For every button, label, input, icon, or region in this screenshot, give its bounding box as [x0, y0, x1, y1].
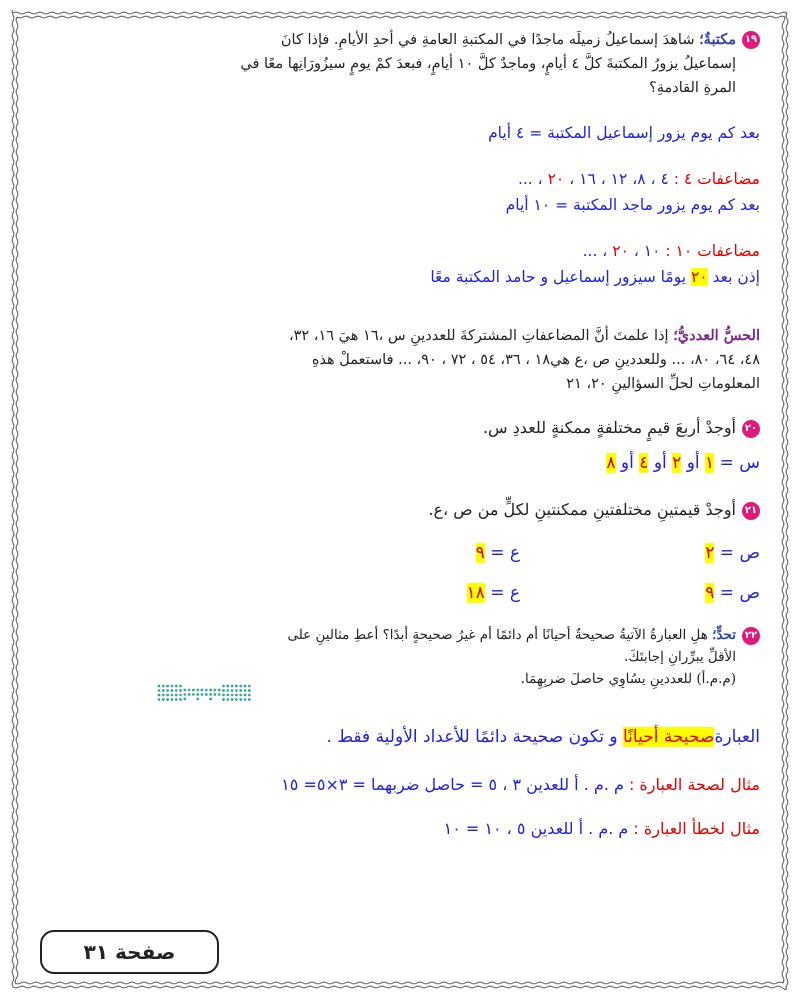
example-body: م .م . أ للعدين ٣ ، ٥ = حاصل ضربهما = ٣×٥= ١٥ [281, 775, 624, 794]
example-false [40, 816, 760, 842]
question-keyword: تحدٍّ؛ [712, 627, 736, 643]
question-text: أوجدْ قيمتينِ مختلفتينِ ممكنتينِ لكلٍّ من ص ،ع. [428, 500, 736, 519]
answer-line: بعد كم يوم يزور ماجد المكتبة = ١٠ أيام [505, 196, 760, 214]
answer-label: س = [719, 453, 760, 473]
question-statement: (م.م.أ) للعددينِ يسُاوِي حاصلَ ضربِهِمَا. [520, 671, 736, 687]
q20-answer [40, 450, 760, 476]
ain-answer: ع = ٩ [475, 543, 520, 563]
answer-highlight: صحيحة أحيانًا [622, 727, 715, 747]
section-text: إذا علمتَ أنَّ المضاعفاتِ المشتركةَ للعددينِ س ،١٦ هيَ ١٦، ٣٢، [288, 328, 669, 344]
question-text: المرةِ القادمةِ؟ [649, 80, 736, 96]
common-multiple: ٢٠ [547, 170, 565, 188]
example-label: مثال لخطأ العبارة : [633, 819, 760, 838]
conclusion-answer: ٢٠ [690, 268, 708, 286]
question-number: ٢١ [742, 502, 760, 520]
section-text: المعلوماتِ لحلِّ السؤالينِ ٢٠، ٢١ [566, 376, 760, 392]
conclusion-line [40, 264, 760, 290]
example-body: م .م . أ للعدين ٥ ، ١٠ = ١٠ [443, 819, 629, 838]
multiples-4 [40, 166, 760, 192]
answer-value: ٨ [606, 453, 616, 473]
answer-text: و تكون صحيحة دائمًا للأعداد الأولية فقط . [326, 727, 618, 747]
answer-value: ٤ [639, 453, 649, 473]
question-text: الأقلِّ يبرِّرانِ إجابتَكَ. [624, 649, 736, 665]
multiples-tail: ، ... [517, 170, 543, 188]
or-word: أو [620, 453, 634, 473]
question-22 [40, 624, 760, 690]
answer-text: العبارة [714, 727, 760, 747]
conclusion-text: يومًا سيزور إسماعيل و حامد المكتبة معًا [430, 268, 687, 286]
question-19 [40, 28, 760, 100]
question-number: ١٩ [742, 31, 760, 49]
multiples-values: ٤ ، ٨، ١٢ ، ١٦ ، [569, 170, 669, 188]
q22-answer [40, 724, 760, 750]
question-20 [40, 416, 760, 440]
multiples-10 [40, 238, 760, 264]
question-text: شاهدَ إسماعيلُ زميلَه ماجدًا في المكتبةِ العامةِ في أحدِ الأيامِ. فإذا كانَ [280, 32, 695, 48]
question-text: إسماعيلُ يزورُ المكتبةَ كلَّ ٤ أيامٍ، وماجدٌ كلَّ ١٠ أيامٍ، فبعدَ كمْ يومٍ سيزُورَانِها معًا في [240, 56, 736, 72]
question-keyword: مكتبةٌ؛ [699, 31, 736, 48]
question-text: أوجدْ أربعَ قيمٍ مختلفةٍ ممكنةٍ للعددِ س. [482, 418, 736, 437]
multiples-label: مضاعفات ٤ : [673, 170, 760, 188]
ministry-logo-icon [155, 682, 255, 708]
or-word: أو [653, 453, 667, 473]
page-number-box: صفحة ٣١ [40, 930, 219, 974]
example-label: مثال لصحة العبارة : [628, 775, 760, 794]
section-text: ٤٨، ٦٤، ٨٠، ... وللعددينِ ص ،ع هي١٨ ، ٣٦، ٥٤ ، ٧٢ ، ٩٠، ... فاستعملْ هذهِ [311, 352, 760, 368]
number-sense-section [40, 324, 760, 396]
question-number: ٢٠ [742, 420, 760, 438]
multiples-label: مضاعفات ١٠ : [665, 242, 760, 260]
multiples-values: ١٠ ، [633, 242, 661, 260]
answer-value: ٢ [672, 453, 682, 473]
example-true [40, 772, 760, 798]
question-text: هلِ العبارةُ الآتيةُ صحيحةٌ أحيانًا أم دائمًا أم غيرُ صحيحةٍ أبدًا؟ أعطِ مثالينِ على [287, 627, 708, 643]
answer-line: بعد كم يوم يزور إسماعيل المكتبة = ٤ أيام [488, 124, 760, 142]
conclusion-text: إذن بعد [712, 268, 760, 286]
sad-answer: ص = ٩ [705, 583, 760, 603]
multiples-tail: ، ... [582, 242, 608, 260]
common-multiple: ٢٠ [612, 242, 629, 260]
question-21 [40, 498, 760, 522]
worksheet-page [40, 20, 760, 980]
question-number: ٢٢ [742, 627, 760, 645]
or-word: أو [686, 453, 700, 473]
ain-answer: ع = ١٨ [466, 583, 520, 603]
sad-answer: ص = ٢ [705, 543, 760, 563]
answer-value: ١ [705, 453, 715, 473]
section-keyword: الحسُّ العدديُّ؛ [673, 327, 760, 344]
